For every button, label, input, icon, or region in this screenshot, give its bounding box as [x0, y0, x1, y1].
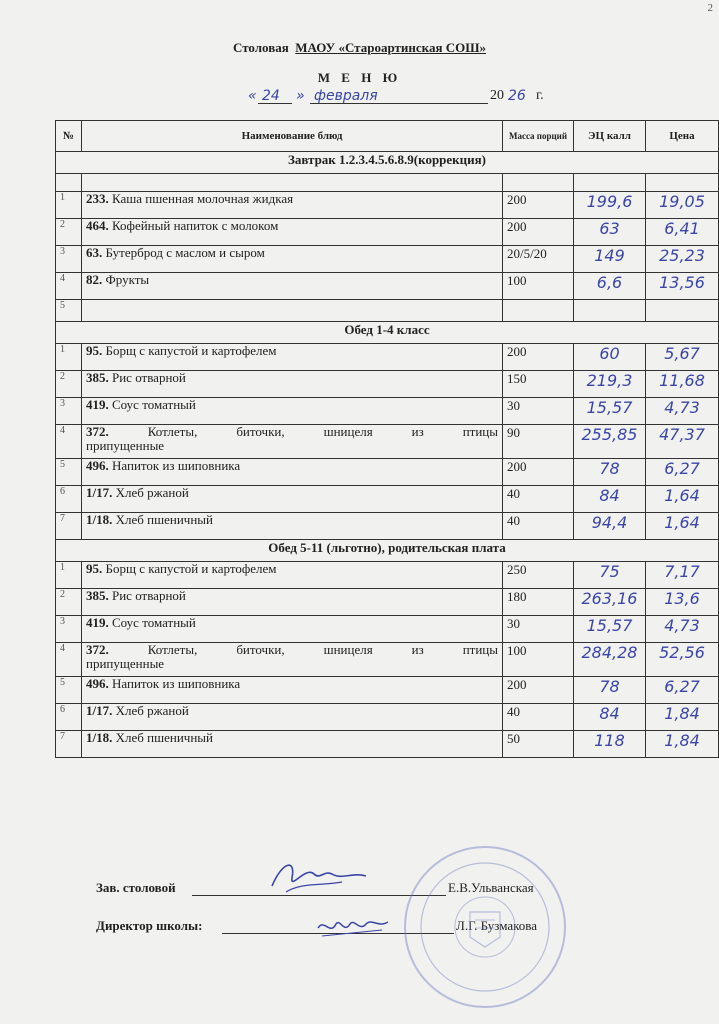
- dish-kcal: 118: [574, 731, 646, 758]
- dish-title: Бутерброд с маслом и сыром: [105, 245, 265, 260]
- dish-name: [82, 371, 503, 398]
- spacer-cell: [82, 174, 503, 192]
- dish-name: [82, 589, 503, 616]
- row-number: 2: [56, 219, 82, 246]
- dish-code: 419.: [86, 615, 109, 630]
- dish-name: [82, 704, 503, 731]
- table-row: [56, 192, 719, 219]
- date-year-suffix: 26: [508, 88, 526, 104]
- dish-name: [82, 562, 503, 589]
- dish-price: 6,27: [646, 459, 719, 486]
- table-row: [56, 704, 719, 731]
- table-row: [56, 246, 719, 273]
- dish-name: [82, 300, 503, 322]
- dish-name: [82, 344, 503, 371]
- dish-code: 1/18.: [86, 730, 113, 745]
- spacer-cell: [646, 174, 719, 192]
- dish-title: Котлеты, биточки, шницеля из птицы: [147, 642, 499, 657]
- spacer-cell: [503, 174, 574, 192]
- dish-mass: 200: [503, 219, 574, 246]
- table-row: [56, 677, 719, 704]
- table-row: [56, 589, 719, 616]
- dish-title: Фрукты: [105, 272, 150, 287]
- dish-kcal: 15,57: [574, 616, 646, 643]
- dish-name: [82, 425, 503, 459]
- row-number: 2: [56, 589, 82, 616]
- col-price: Цена: [646, 121, 719, 152]
- dish-name: [82, 731, 503, 758]
- dish-code: 233.: [86, 191, 109, 206]
- row-number: 3: [56, 246, 82, 273]
- dish-kcal: 84: [574, 486, 646, 513]
- section-row: [56, 152, 719, 174]
- dish-code: 95.: [86, 561, 103, 576]
- dish-title: Кофейный напиток с молоком: [112, 218, 279, 233]
- director-name: Л.Г. Бузмакова: [456, 918, 538, 933]
- dish-code: 419.: [86, 397, 109, 412]
- dish-price: 52,56: [646, 643, 719, 677]
- dish-name: [82, 677, 503, 704]
- table-row: [56, 219, 719, 246]
- dish-title: Рис отварной: [112, 370, 186, 385]
- dish-title: Хлеб ржаной: [115, 485, 189, 500]
- col-mass: Масса порций: [503, 121, 574, 152]
- row-number: 3: [56, 398, 82, 425]
- date-day: 24: [262, 88, 280, 104]
- row-number: 3: [56, 616, 82, 643]
- dish-name: [82, 616, 503, 643]
- table-row: [56, 643, 719, 677]
- canteen-head-signature: [262, 852, 372, 902]
- row-number: 1: [56, 344, 82, 371]
- dish-mass: 30: [503, 616, 574, 643]
- table-header-row: [56, 121, 719, 152]
- dish-mass: 200: [503, 192, 574, 219]
- dish-price: 11,68: [646, 371, 719, 398]
- dish-price: 1,84: [646, 731, 719, 758]
- dish-mass: 200: [503, 459, 574, 486]
- dish-title: Напиток из шиповника: [112, 458, 241, 473]
- table-row: [56, 425, 719, 459]
- dish-price: 25,23: [646, 246, 719, 273]
- dish-title: Напиток из шиповника: [112, 676, 241, 691]
- section-row: [56, 322, 719, 344]
- table-row: [56, 562, 719, 589]
- col-kcal: ЭЦ калл: [574, 121, 646, 152]
- dish-mass: 180: [503, 589, 574, 616]
- dish-title: Котлеты, биточки, шницеля из птицы: [147, 424, 499, 439]
- dish-kcal: 94,4: [574, 513, 646, 540]
- dish-title: Рис отварной: [112, 588, 186, 603]
- menu-body: [56, 152, 719, 758]
- dish-mass: [503, 300, 574, 322]
- row-number: 7: [56, 513, 82, 540]
- dish-mass: 200: [503, 344, 574, 371]
- dish-title: Борщ с капустой и картофелем: [105, 343, 277, 358]
- spacer-cell: [56, 174, 82, 192]
- dish-code: 1/18.: [86, 512, 113, 527]
- table-row: [56, 486, 719, 513]
- dish-name: [82, 643, 503, 677]
- row-number: 4: [56, 643, 82, 677]
- table-row: [56, 344, 719, 371]
- canteen-head-label: Зав. столовой: [96, 880, 176, 895]
- dish-mass: 40: [503, 486, 574, 513]
- row-number: 5: [56, 300, 82, 322]
- dish-mass: 40: [503, 513, 574, 540]
- dish-kcal: 60: [574, 344, 646, 371]
- row-number: 1: [56, 562, 82, 589]
- dish-kcal: 84: [574, 704, 646, 731]
- row-number: 6: [56, 704, 82, 731]
- menu-table: [55, 120, 719, 758]
- dish-kcal: 63: [574, 219, 646, 246]
- section-title: Обед 5-11 (льготно), родительская плата: [56, 540, 719, 562]
- dish-price: 13,56: [646, 273, 719, 300]
- dish-mass: 50: [503, 731, 574, 758]
- table-row: [56, 300, 719, 322]
- row-number: 2: [56, 371, 82, 398]
- dish-code: 63.: [86, 245, 103, 260]
- dish-code: 496.: [86, 676, 109, 691]
- school-name: МАОУ «Староартинская СОШ»: [295, 40, 487, 55]
- dish-code: 385.: [86, 588, 109, 603]
- row-number: 1: [56, 192, 82, 219]
- dish-kcal: 255,85: [574, 425, 646, 459]
- school-stamp: [400, 832, 570, 1022]
- table-row: [56, 398, 719, 425]
- dish-title-cont: припущенные: [86, 656, 165, 671]
- dish-price: 4,73: [646, 616, 719, 643]
- menu-title: М Е Н Ю: [317, 70, 402, 85]
- menu-date: [248, 84, 568, 106]
- dish-kcal: 75: [574, 562, 646, 589]
- dish-mass: 90: [503, 425, 574, 459]
- row-number: 7: [56, 731, 82, 758]
- dish-price: 1,84: [646, 704, 719, 731]
- dish-price: 5,67: [646, 344, 719, 371]
- dish-title: Соус томатный: [112, 615, 196, 630]
- dish-name: [82, 398, 503, 425]
- dish-price: 7,17: [646, 562, 719, 589]
- table-row: [56, 731, 719, 758]
- dish-price: 47,37: [646, 425, 719, 459]
- row-number: 4: [56, 425, 82, 459]
- dish-mass: 30: [503, 398, 574, 425]
- dish-code: 1/17.: [86, 485, 113, 500]
- table-row: [56, 513, 719, 540]
- date-month: февраля: [314, 88, 378, 104]
- dish-title: Хлеб пшеничный: [115, 730, 213, 745]
- dish-code: 372.: [86, 642, 109, 657]
- canteen-head-name: Е.В.Ульванская: [448, 880, 534, 895]
- col-dish-name: Наименование блюд: [82, 121, 503, 152]
- table-row: [56, 459, 719, 486]
- date-quote-open: «: [248, 88, 257, 104]
- row-number: 6: [56, 486, 82, 513]
- dish-code: 385.: [86, 370, 109, 385]
- dish-title: Каша пшенная молочная жидкая: [112, 191, 294, 206]
- dish-kcal: 284,28: [574, 643, 646, 677]
- dish-kcal: 78: [574, 677, 646, 704]
- col-number: №: [56, 121, 82, 152]
- section-title: Обед 1-4 класс: [56, 322, 719, 344]
- dish-mass: 250: [503, 562, 574, 589]
- dish-kcal: 219,3: [574, 371, 646, 398]
- dish-price: 1,64: [646, 486, 719, 513]
- dish-mass: 20/5/20: [503, 246, 574, 273]
- dish-name: [82, 459, 503, 486]
- dish-price: [646, 300, 719, 322]
- page-number: 2: [707, 2, 713, 14]
- dish-title-cont: припущенные: [86, 438, 165, 453]
- director-label: Директор школы:: [96, 918, 203, 933]
- dish-name: [82, 486, 503, 513]
- dish-kcal: 78: [574, 459, 646, 486]
- row-number: 4: [56, 273, 82, 300]
- date-quote-close: »: [296, 88, 305, 104]
- table-row: [56, 273, 719, 300]
- section-title: Завтрак 1.2.3.4.5.6.8.9(коррекция): [56, 152, 719, 174]
- dish-name: [82, 513, 503, 540]
- dish-kcal: 6,6: [574, 273, 646, 300]
- dish-mass: 200: [503, 677, 574, 704]
- spacer-cell: [574, 174, 646, 192]
- dish-mass: 150: [503, 371, 574, 398]
- dish-price: 4,73: [646, 398, 719, 425]
- dish-kcal: 263,16: [574, 589, 646, 616]
- school-title: [0, 40, 719, 56]
- dish-kcal: 149: [574, 246, 646, 273]
- row-number: 5: [56, 677, 82, 704]
- date-year-unit: г.: [536, 88, 544, 103]
- dish-title: Соус томатный: [112, 397, 196, 412]
- director-signature: [312, 910, 392, 944]
- dish-name: [82, 246, 503, 273]
- dish-price: 19,05: [646, 192, 719, 219]
- table-row: [56, 616, 719, 643]
- dish-name: [82, 219, 503, 246]
- dish-mass: 100: [503, 273, 574, 300]
- table-row: [56, 371, 719, 398]
- dish-kcal: 199,6: [574, 192, 646, 219]
- dish-code: 95.: [86, 343, 103, 358]
- dish-price: 1,64: [646, 513, 719, 540]
- spacer-row: [56, 174, 719, 192]
- dish-price: 13,6: [646, 589, 719, 616]
- dish-code: 372.: [86, 424, 109, 439]
- row-number: 5: [56, 459, 82, 486]
- section-row: [56, 540, 719, 562]
- dish-mass: 100: [503, 643, 574, 677]
- dish-title: Хлеб пшеничный: [115, 512, 213, 527]
- dish-code: 82.: [86, 272, 103, 287]
- dish-kcal: [574, 300, 646, 322]
- dish-name: [82, 273, 503, 300]
- dish-title: Борщ с капустой и картофелем: [105, 561, 277, 576]
- dish-code: 464.: [86, 218, 109, 233]
- dish-code: 1/17.: [86, 703, 113, 718]
- dish-code: 496.: [86, 458, 109, 473]
- dish-title: Хлеб ржаной: [115, 703, 189, 718]
- dish-mass: 40: [503, 704, 574, 731]
- canteen-label: Столовая: [232, 40, 289, 55]
- dish-kcal: 15,57: [574, 398, 646, 425]
- dish-price: 6,27: [646, 677, 719, 704]
- dish-name: [82, 192, 503, 219]
- date-year-prefix: 20: [490, 88, 504, 103]
- dish-price: 6,41: [646, 219, 719, 246]
